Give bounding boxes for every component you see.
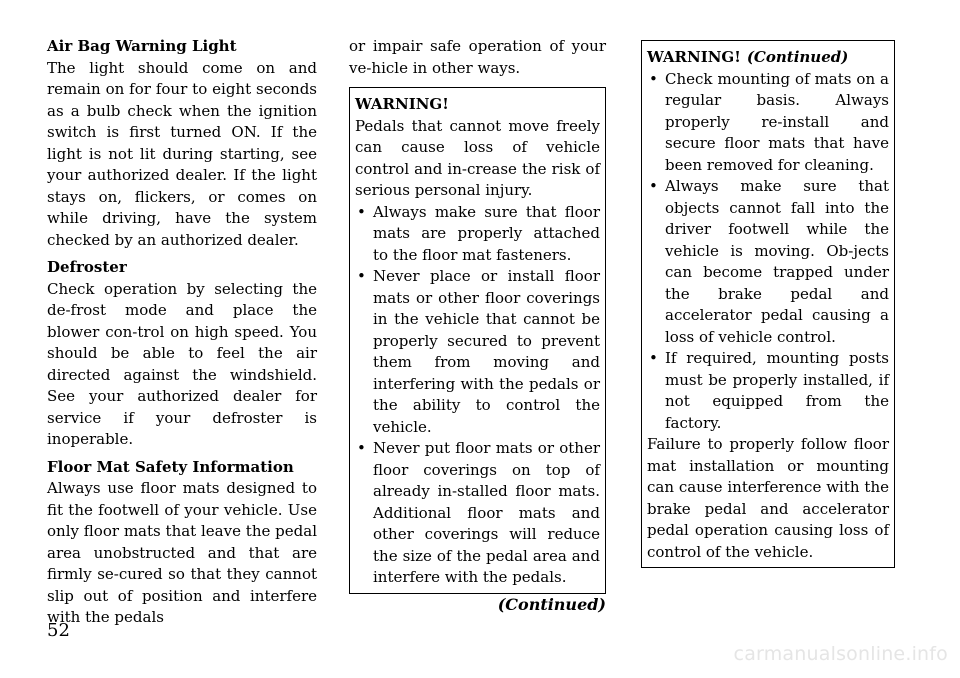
warning-header [647, 47, 889, 69]
closing-text: Failure to properly follow floor mat installation or mounting can cause interference with the brake pedal and accelerator pedal operation causing loss of control of the vehicle. [647, 435, 889, 561]
page-number: 52 [47, 620, 70, 641]
warning-bullet-list [355, 202, 600, 589]
warning-title: WARNING! [647, 48, 741, 66]
list-item: • If required, mounting posts must be properly installed, if not equipped from the factory. [647, 348, 889, 434]
warning-box [349, 87, 606, 594]
defroster-heading: Defroster [47, 258, 127, 276]
warning-box-continued [641, 40, 895, 568]
warning-text: Pedals that cannot move freely can cause loss of vehicle control and in-crease the risk of serious personal injury. [355, 116, 600, 199]
warning-title: WARNING! [355, 95, 449, 113]
floormat-section [47, 457, 317, 629]
list-item: • Always make sure that objects cannot fall into the driver footwell while the vehicle is moving. Ob-jects can become trapped under the brake pedal and accelerator pedal causing a loss of vehicle control. [647, 176, 889, 348]
defroster-section [47, 257, 317, 451]
column-right [641, 40, 895, 568]
column-left [47, 36, 317, 635]
column-middle [349, 36, 606, 615]
airbag-section [47, 36, 317, 251]
warning-bullet-list [647, 69, 889, 435]
list-item: • Check mounting of mats on a regular basis. Always properly re-install and secure floor mats that have been removed for cleaning. [647, 69, 889, 177]
floormat-text: Always use floor mats designed to fit the footwell of your vehicle. Use only floor mats that leave the pedal area unobstructed and that are firmly se-cured so that they cannot slip out of position and interfere with the pedals [47, 479, 317, 626]
list-item: • Always make sure that floor mats are properly attached to the floor mat fasteners. [355, 202, 600, 267]
floormat-heading: Floor Mat Safety Information [47, 457, 294, 476]
watermark: carmanualsonline.info [733, 643, 948, 665]
defroster-text: Check operation by selecting the de-frost mode and place the blower con-trol on high speed. You should be able to feel the air directed against the windshield. See your authorized dealer for service if your defroster is inoperable. [47, 279, 317, 448]
list-item: • Never put floor mats or other floor coverings on top of already in-stalled floor mats. Additional floor mats and other coverings will reduce the size of the pedal area and interfere with the pedals. [355, 438, 600, 589]
airbag-text: The light should come on and remain on for four to eight seconds as a bulb check when the ignition switch is first turned ON. If the light is not lit during starting, see your authorized dealer. If the light stays on, flickers, or comes on while driving, have the system checked by an authorized dealer. [47, 58, 317, 249]
airbag-heading: Air Bag Warning Light [47, 37, 237, 55]
continued-label: (Continued) [497, 594, 606, 614]
list-item: • Never place or install floor mats or other floor coverings in the vehicle that cannot be properly secured to prevent them from moving and interfering with the pedals or the ability to control the vehicle. [355, 266, 600, 438]
continued-label: (Continued) [746, 48, 849, 66]
intro-text: or impair safe operation of your ve-hicle in other ways. [349, 37, 606, 77]
